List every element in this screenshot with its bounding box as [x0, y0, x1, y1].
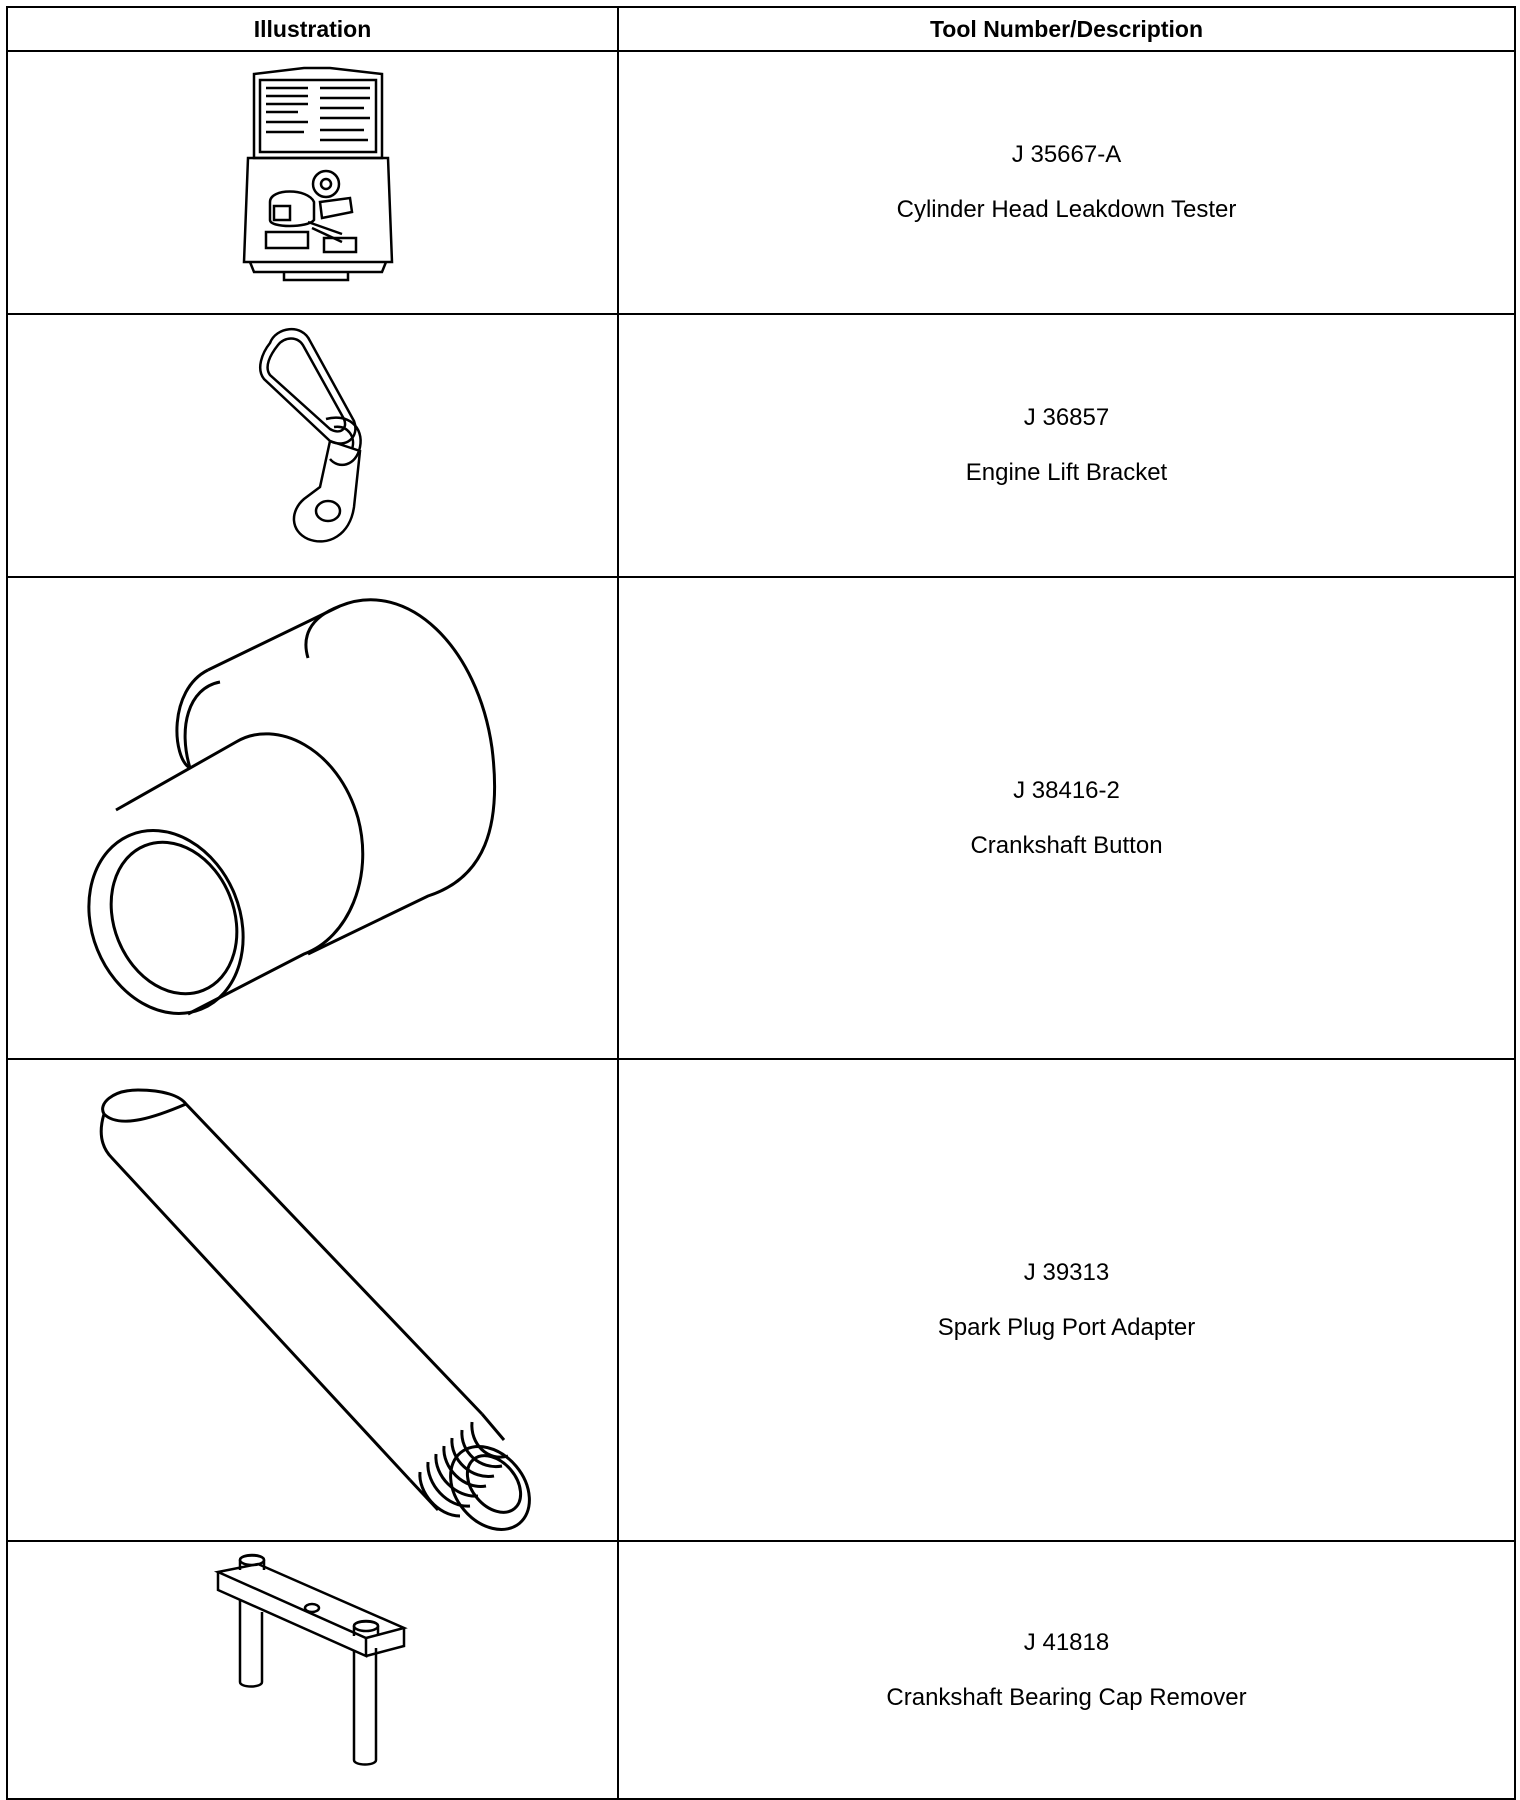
illustration-header: Illustration	[7, 7, 618, 51]
illustration-cell	[7, 1541, 618, 1799]
table-row	[7, 1541, 1515, 1799]
description-cell	[618, 1541, 1515, 1799]
tool-description-header: Tool Number/Description	[618, 7, 1515, 51]
table-row	[7, 1059, 1515, 1541]
tool-description: Engine Lift Bracket	[965, 459, 1168, 486]
tool-description: Crankshaft Bearing Cap Remover	[886, 1683, 1247, 1711]
crankshaft-button-icon	[8, 578, 617, 1058]
leakdown-tester-case-icon	[8, 52, 617, 313]
illustration-cell	[7, 577, 618, 1059]
tool-description: Crankshaft Button	[970, 831, 1163, 859]
illustration-cell	[7, 314, 618, 577]
description-cell	[618, 314, 1515, 577]
special-tools-table	[6, 6, 1516, 1800]
table-header-row	[7, 7, 1515, 51]
bearing-cap-remover-icon	[8, 1542, 617, 1798]
tool-number: J 41818	[1023, 1628, 1110, 1656]
table-row	[7, 51, 1515, 314]
lift-bracket-icon	[8, 315, 617, 576]
illustration-cell	[7, 1059, 618, 1541]
description-cell	[618, 51, 1515, 314]
tool-description: Cylinder Head Leakdown Tester	[896, 196, 1237, 223]
table-row	[7, 314, 1515, 577]
table-row	[7, 577, 1515, 1059]
description-cell	[618, 1059, 1515, 1541]
tool-description: Spark Plug Port Adapter	[937, 1313, 1196, 1341]
tool-number: J 38416-2	[1013, 776, 1120, 804]
spark-plug-adapter-icon	[8, 1060, 617, 1540]
description-cell	[618, 577, 1515, 1059]
illustration-cell	[7, 51, 618, 314]
tool-number: J 36857	[1023, 404, 1110, 431]
tool-number: J 39313	[1023, 1258, 1110, 1286]
tool-number: J 35667-A	[1011, 141, 1122, 168]
